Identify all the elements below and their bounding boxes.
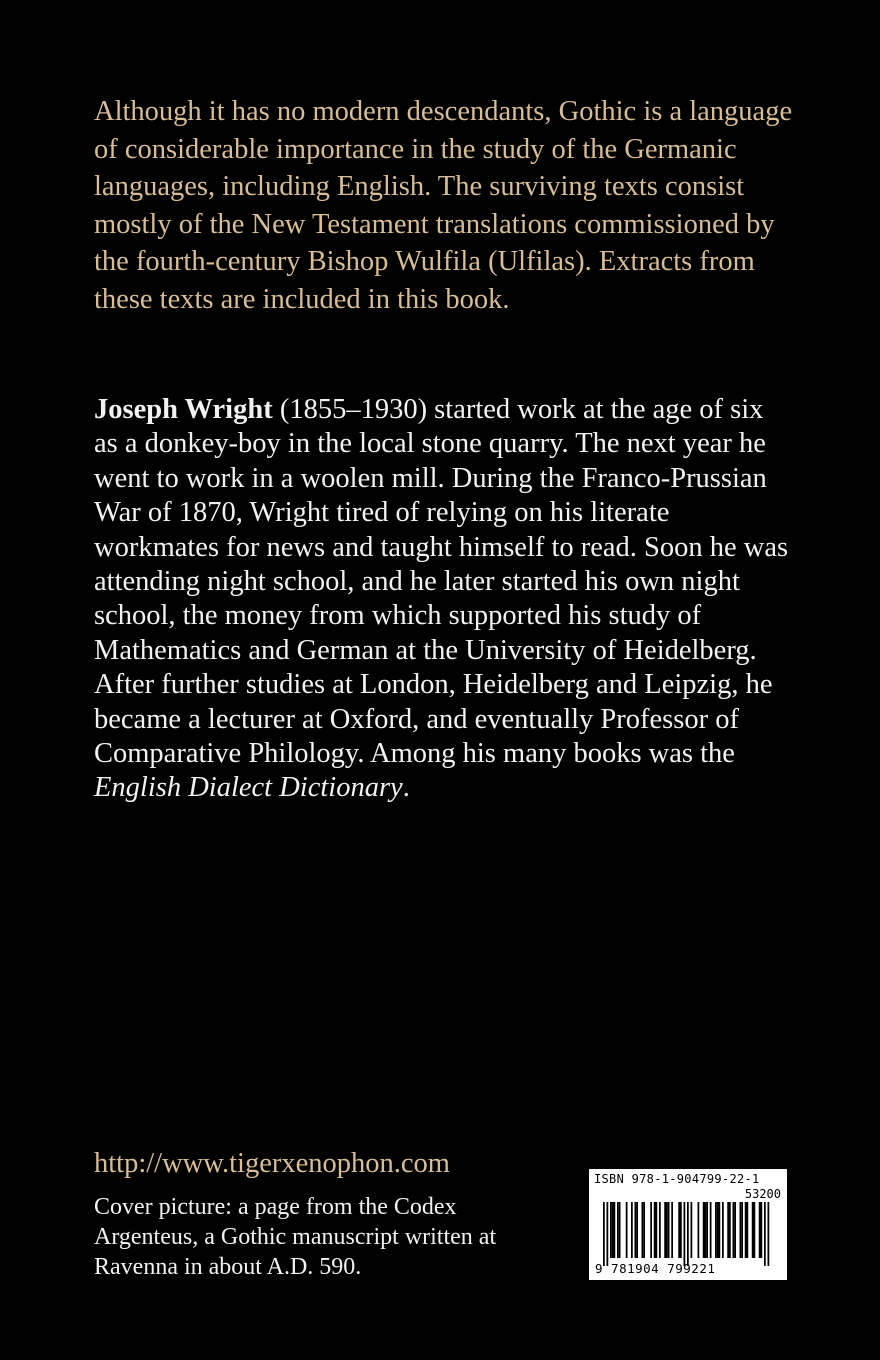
- blurb-paragraph: Although it has no modern descendants, Gothic is a language of considerable importance in the study of the Germanic languages, including English. The surviving texts consist mostly of the New Testament translations commissioned by the fourth-century Bishop Wulfila (Ulfilas). Extracts from these texts are included in this book.: [94, 96, 793, 315]
- barcode-bar: [747, 1202, 749, 1258]
- barcode-bar: [698, 1202, 700, 1258]
- barcode-bar: [659, 1202, 661, 1258]
- barcode-bar: [603, 1202, 605, 1266]
- barcode-bar: [752, 1202, 754, 1258]
- barcode-bar: [614, 1202, 616, 1258]
- barcode-bar: [671, 1202, 673, 1258]
- barcode-bar: [717, 1202, 719, 1258]
- barcode-bar: [631, 1202, 633, 1258]
- barcode-bar: [740, 1202, 742, 1258]
- barcode-bar: [643, 1202, 645, 1258]
- barcode-bar: [680, 1202, 682, 1258]
- barcode-bar: [617, 1202, 619, 1258]
- barcode-bar: [650, 1202, 652, 1258]
- author-bio-end: .: [402, 772, 410, 804]
- cover-picture-caption: Cover picture: a page from the Codex Argenteus, a Gothic manuscript written at Ravenna in about A.D. 590.: [94, 1194, 497, 1280]
- barcode-bar: [619, 1202, 621, 1258]
- barcode-bar: [668, 1202, 670, 1258]
- author-bio-text: (1855–1930) started work at the age of six as a donkey-boy in the local stone quarry. The next year he went to work in a woolen mill. During the Franco-Prussian War of 1870, Wright tired of relying on his literate workmates for news and taught himself to read. Soon he was attending night school, and he later started his own night school, the money from which supported his study of Mathematics and German at the University of Heidelberg. After further studies at London, Heidelberg and Leipzig, he became a lecturer at Oxford, and eventually Professor of Comparative Philology. Among his many books was the: [94, 394, 789, 770]
- barcode-bar: [729, 1202, 731, 1258]
- barcode-bar: [684, 1202, 686, 1266]
- barcode-bar: [761, 1202, 763, 1258]
- barcode-bar: [727, 1202, 729, 1258]
- barcode-bar: [607, 1202, 609, 1266]
- barcode-bar: [656, 1202, 658, 1258]
- barcode-bar: [706, 1202, 708, 1258]
- barcode-bar: [764, 1202, 766, 1266]
- barcode-bar: [741, 1202, 743, 1258]
- barcode-bar: [642, 1202, 644, 1258]
- barcode-bar: [664, 1202, 666, 1258]
- barcode-bar: [635, 1202, 637, 1258]
- barcode-bar: [722, 1202, 724, 1258]
- barcode-bar: [703, 1202, 705, 1258]
- barcode-bar: [719, 1202, 721, 1258]
- barcode-bar: [610, 1202, 612, 1258]
- isbn-label: ISBN 978-1-904799-22-1: [594, 1172, 760, 1186]
- website-link[interactable]: http://www.tigerxenophon.com: [94, 1148, 450, 1179]
- barcode-bar: [654, 1202, 656, 1258]
- barcode-bar: [612, 1202, 614, 1258]
- barcode-bar: [734, 1202, 736, 1258]
- barcode-bar: [691, 1202, 693, 1258]
- author-bio-paragraph: [94, 393, 794, 806]
- book-title: English Dialect Dictionary: [94, 772, 403, 804]
- barcode-bar: [710, 1202, 712, 1258]
- barcode-bar: [636, 1202, 638, 1258]
- barcode-bar: [715, 1202, 717, 1258]
- barcode-bar: [687, 1202, 689, 1266]
- barcode-bar: [626, 1202, 628, 1258]
- barcode-bar: [666, 1202, 668, 1258]
- barcode-bar: [768, 1202, 770, 1266]
- barcode-bar: [705, 1202, 707, 1258]
- price-code: 53200: [744, 1187, 781, 1201]
- barcode-bar: [759, 1202, 761, 1258]
- barcode-bar: [678, 1202, 680, 1258]
- ean-digits: 9 781904 799221: [595, 1261, 716, 1276]
- barcode-bar: [754, 1202, 756, 1258]
- isbn-barcode: [589, 1169, 787, 1280]
- barcode-bar: [733, 1202, 735, 1258]
- author-name: Joseph Wright: [94, 394, 273, 425]
- barcode-bar: [745, 1202, 747, 1258]
